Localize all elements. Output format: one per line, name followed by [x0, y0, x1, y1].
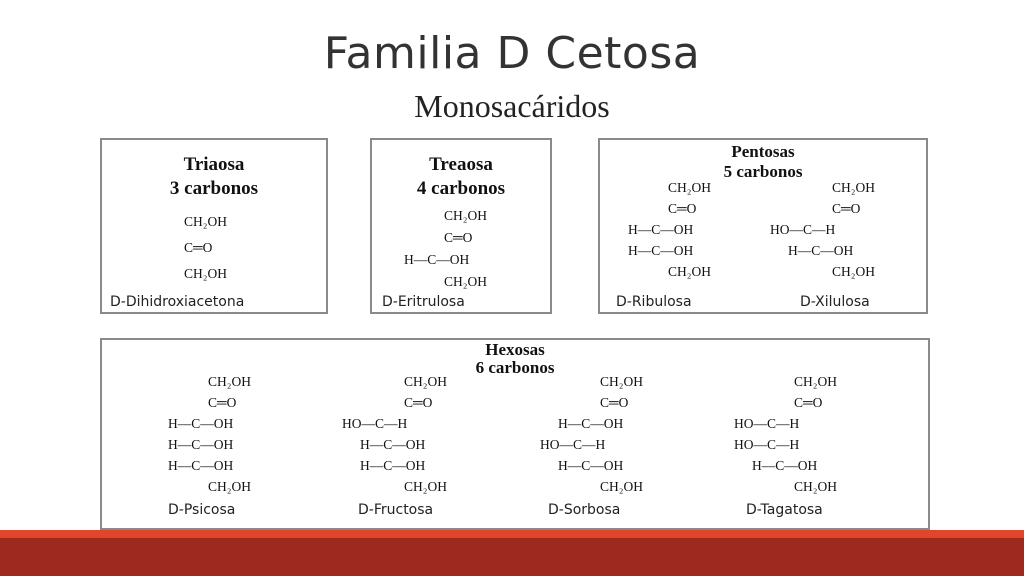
- mol-row: CH₂OH: [600, 374, 643, 389]
- fructosa-caption: D-Fructosa: [358, 502, 434, 518]
- mol-row: CH₂OH: [184, 266, 227, 281]
- mol-row: H—C—OH: [558, 416, 624, 431]
- mol-row: C═O: [184, 240, 213, 255]
- mol-row: CH₂OH: [404, 479, 447, 494]
- tetrosa-caption: D-Eritrulosa: [382, 294, 465, 310]
- mol-row: CH₂OH: [794, 374, 837, 389]
- mol-row: CH₂OH: [668, 264, 711, 279]
- mol-row: H—C—OH: [788, 243, 854, 258]
- mol-row: CH₂OH: [444, 208, 487, 223]
- mol-row: H—C—OH: [628, 243, 694, 258]
- triosa-heading-line1: Triaosa: [183, 154, 245, 175]
- fructosa-structure: [340, 374, 480, 498]
- mol-row: HO—C—H: [770, 222, 836, 237]
- footer-bar: [0, 538, 1024, 576]
- mol-row: H—C—OH: [628, 222, 694, 237]
- tagatosa-structure: [732, 374, 872, 498]
- mol-row: C═O: [208, 395, 237, 410]
- mol-row: C═O: [832, 201, 861, 216]
- mol-row: C═O: [600, 395, 629, 410]
- mol-row: C═O: [668, 201, 697, 216]
- triosa-structure: [166, 212, 276, 288]
- tetrosa-heading-line2: 4 carbonos: [416, 178, 506, 199]
- mol-row: H—C—OH: [404, 252, 470, 267]
- hexosas-heading-line2: 6 carbonos: [475, 358, 555, 377]
- mol-row: CH₂OH: [404, 374, 447, 389]
- mol-row: HO—C—H: [540, 437, 606, 452]
- mol-row: CH₂OH: [794, 479, 837, 494]
- triosa-heading-line2: 3 carbonos: [169, 178, 259, 199]
- mol-row: CH₂OH: [184, 214, 227, 229]
- mol-row: CH₂OH: [208, 374, 251, 389]
- tagatosa-caption: D-Tagatosa: [746, 502, 823, 518]
- mol-row: HO—C—H: [734, 437, 800, 452]
- triosa-panel: [100, 138, 328, 314]
- xilulosa-caption: D-Xilulosa: [800, 294, 870, 310]
- xilulosa-structure: [768, 180, 908, 292]
- psicosa-structure: [162, 374, 292, 498]
- mol-row: H—C—OH: [168, 437, 234, 452]
- footer-accent-bar: [0, 530, 1024, 538]
- ribulosa-structure: [622, 180, 752, 292]
- mol-row: H—C—OH: [168, 458, 234, 473]
- triosa-caption: D-Dihidroxiacetona: [110, 294, 245, 310]
- hexosas-heading-line1: Hexosas: [485, 340, 545, 359]
- sorbosa-caption: D-Sorbosa: [548, 502, 621, 518]
- pentosas-panel: [598, 138, 928, 314]
- psicosa-caption: D-Psicosa: [168, 502, 236, 518]
- pentosas-heading-line2: 5 carbonos: [723, 162, 803, 181]
- mol-row: H—C—OH: [168, 416, 234, 431]
- mol-row: HO—C—H: [734, 416, 800, 431]
- mol-row: H—C—OH: [360, 437, 426, 452]
- mol-row: C═O: [444, 230, 473, 245]
- mol-row: HO—C—H: [342, 416, 408, 431]
- slide-subtitle: Monosacáridos: [414, 88, 610, 124]
- mol-row: CH₂OH: [208, 479, 251, 494]
- tetrosa-heading-line1: Treaosa: [429, 154, 493, 175]
- slide-title: Familia D Cetosa: [323, 28, 701, 79]
- hexosas-panel: [100, 338, 930, 530]
- tetrosa-structure: [400, 206, 530, 296]
- sorbosa-structure: [538, 374, 678, 498]
- mol-row: CH₂OH: [600, 479, 643, 494]
- mol-row: CH₂OH: [832, 180, 875, 195]
- mol-row: H—C—OH: [360, 458, 426, 473]
- mol-row: C═O: [794, 395, 823, 410]
- ketose-figure: [96, 128, 932, 532]
- mol-row: H—C—OH: [752, 458, 818, 473]
- mol-row: CH₂OH: [832, 264, 875, 279]
- mol-row: C═O: [404, 395, 433, 410]
- tetrosa-panel: [370, 138, 552, 314]
- mol-row: H—C—OH: [558, 458, 624, 473]
- pentosas-heading-line1: Pentosas: [731, 142, 795, 161]
- mol-row: CH₂OH: [668, 180, 711, 195]
- ribulosa-caption: D-Ribulosa: [616, 294, 692, 310]
- mol-row: CH₂OH: [444, 274, 487, 289]
